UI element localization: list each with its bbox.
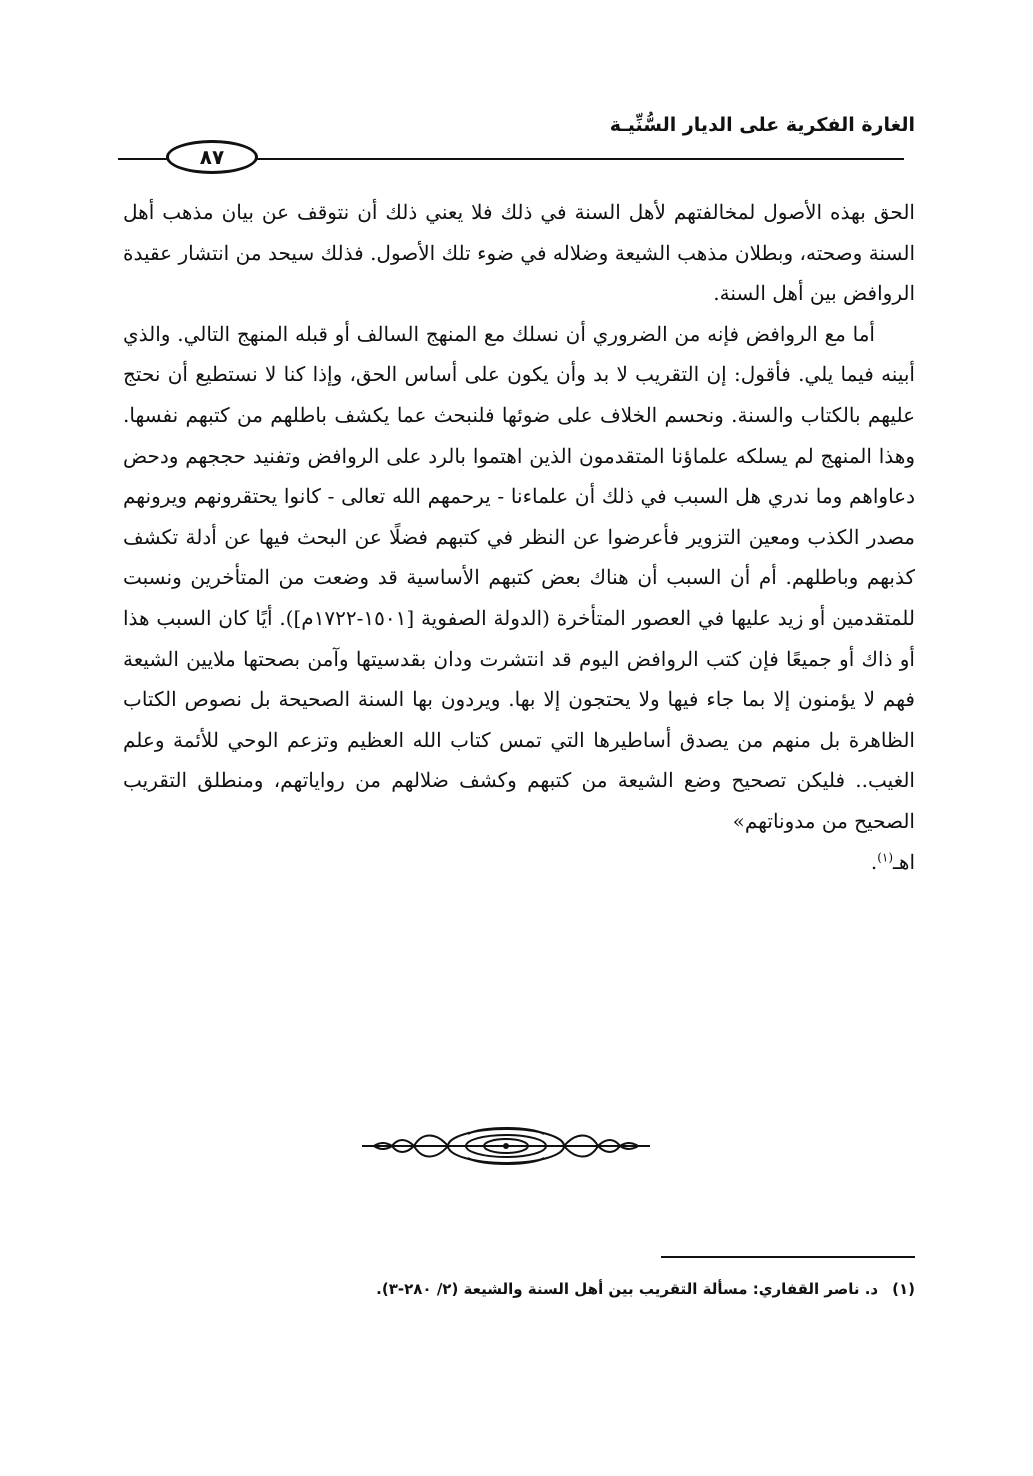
ornament-divider-icon [356, 1124, 656, 1168]
footnote-number: (١) [892, 1280, 915, 1298]
paragraph-1: الحق بهذه الأصول لمخالفتهم لأهل السنة في ذلك فلا يعني ذلك أن نتوقف عن بيان مذهب أهل السنة وصحته، وبطلان مذهب الشيعة وضلاله في ضوء تلك الأصول. فذلك سيحد من انتشار عقيدة الروافض بين أهل السنة. [123, 200, 915, 306]
closing-abbrev: اهـ [893, 849, 915, 874]
page-number: ٨٧ [166, 140, 258, 174]
footnote-text: د. ناصر القفاري: مسألة التقريب بين أهل السنة والشيعة (٢/ ٢٨٠-٣). [376, 1280, 879, 1298]
footnote-rule [661, 1256, 915, 1258]
footnote [123, 1280, 915, 1298]
body-text [123, 192, 915, 882]
footnote-reference: (١) [877, 849, 894, 864]
paragraph-2: أما مع الروافض فإنه من الضروري أن نسلك مع المنهج السالف أو قبله المنهج التالي. والذي أبينه فيما يلي. فأقول: إن التقريب لا بد وأن يكون على أساس الحق، وإذا كنا لا نستطيع أن نحتج عليهم بالكتاب والسنة. ونحسم الخلاف على ضوئها فلنبحث عما يكشف باطلهم من كتبهم نفسها. وهذا المنهج لم يسلكه علماؤنا المتقدمون الذين اهتموا بالرد على الروافض وتفنيد حججهم ودحض دعاواهم وما ندري هل السبب في ذلك أن علماءنا - يرحمهم الله تعالى - كانوا يحتقرونهم ويرونهم مصدر الكذب ومعين التزوير فأعرضوا عن النظر في كتبهم فضلًا عن البحث فيها عن أدلة تكشف كذبهم وباطلهم. أم أن السبب أن هناك بعض كتبهم الأساسية قد وضعت من المتأخرين ونسبت للمتقدمين أو زيد عليها في العصور المتأخرة (الدولة الصفوية [١٥٠١-١٧٢٢م]). أيًا كان السبب هذا أو ذاك أو جميعًا فإن كتب الروافض اليوم قد انتشرت ودان بقدسيتها وآمن بصحتها ملايين الشيعة فهم لا يؤمنون إلا بما جاء فيها ولا يحتجون إلا بها. ويردون بها السنة الصحيحة بل نصوص الكتاب الظاهرة بل منهم من يصدق أساطيرها التي تمس كتاب الله العظيم وتزعم الوحي للأئمة وعلم الغيب.. فليكن تصحيح وضع الشيعة من كتبهم وكشف ضلالهم من رواياتهم، ومنطلق التقريب الصحيح من مدوناتهم» [123, 321, 916, 833]
closing-line [123, 842, 915, 883]
running-title: الغارة الفكرية على الديار السُّنِّيـة [609, 114, 915, 136]
closing-period: . [870, 849, 878, 874]
